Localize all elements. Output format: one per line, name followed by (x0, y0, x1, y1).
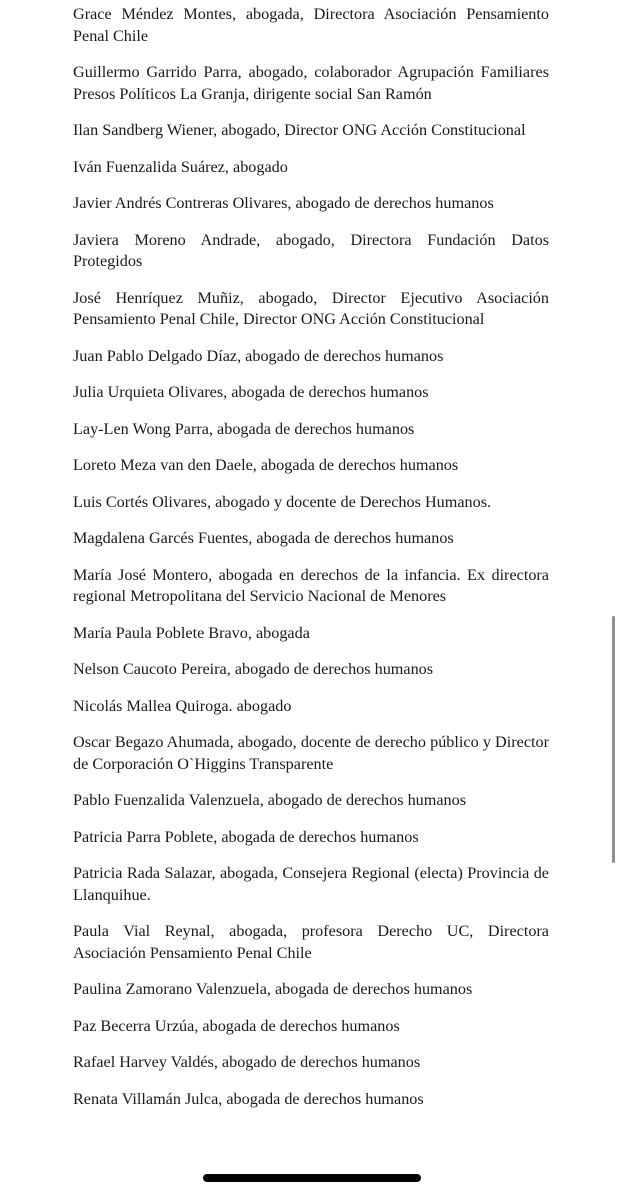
list-item: Iván Fuenzalida Suárez, abogado (73, 157, 288, 176)
list-item: Guillermo Garrido Parra, abogado, colaborador Agrupación Familiares Presos Políticos La Granja, dirigente social San Ramón (73, 63, 549, 103)
home-indicator[interactable] (203, 1174, 421, 1182)
list-item: Loreto Meza van den Daele, abogada de derechos humanos (73, 456, 459, 474)
list-item: María José Montero, abogada en derechos de la infancia. Ex directora regional Metropolitana del Servicio Nacional de Menores (73, 565, 549, 605)
list-item: Nelson Caucoto Pereira, abogado de derechos humanos (73, 660, 434, 678)
signatory-list (73, 4, 549, 1110)
scrollbar-thumb[interactable] (612, 616, 615, 863)
list-item: Grace Méndez Montes, abogada, Directora Asociación Pensamiento Penal Chile (73, 5, 549, 45)
list-item: Oscar Begazo Ahumada, abogado, docente de derecho público y Director de Corporación O`Higgins Transparente (73, 733, 549, 773)
list-item: Renata Villamán Julca, abogada de derechos humanos (73, 1089, 424, 1108)
list-item: Nicolás Mallea Quiroga. abogado (73, 696, 292, 715)
list-item: Patricia Rada Salazar, abogada, Consejera Regional (electa) Provincia de Llanquihue. (73, 864, 549, 904)
list-item: Julia Urquieta Olivares, abogada de derechos humanos (73, 383, 429, 401)
list-item: José Henríquez Muñiz, abogado, Director Ejecutivo Asociación Pensamiento Penal Chile, Director ONG Acción Constitucional (73, 288, 549, 328)
list-item: Lay-Len Wong Parra, abogada de derechos humanos (73, 419, 415, 438)
list-item: Juan Pablo Delgado Díaz, abogado de derechos humanos (73, 346, 444, 365)
list-item: Rafael Harvey Valdés, abogado de derechos humanos (73, 1053, 421, 1071)
list-item: Pablo Fuenzalida Valenzuela, abogado de derechos humanos (73, 791, 467, 809)
list-item: Paz Becerra Urzúa, abogada de derechos humanos (73, 1016, 400, 1035)
list-item: María Paula Poblete Bravo, abogada (73, 623, 310, 642)
list-item: Ilan Sandberg Wiener, abogado, Director ONG Acción Constitucional (73, 121, 526, 139)
list-item: Paulina Zamorano Valenzuela, abogada de derechos humanos (73, 980, 473, 998)
list-item: Paula Vial Reynal, abogada, profesora Derecho UC, Directora Asociación Pensamiento Penal Chile (73, 922, 549, 962)
list-item: Patricia Parra Poblete, abogada de derechos humanos (73, 827, 419, 846)
list-item: Magdalena Garcés Fuentes, abogada de derechos humanos (73, 529, 454, 547)
list-item: Javier Andrés Contreras Olivares, abogado de derechos humanos (73, 194, 494, 212)
list-item: Javiera Moreno Andrade, abogado, Directora Fundación Datos Protegidos (73, 230, 549, 270)
list-item: Luis Cortés Olivares, abogado y docente de Derechos Humanos. (73, 492, 492, 511)
